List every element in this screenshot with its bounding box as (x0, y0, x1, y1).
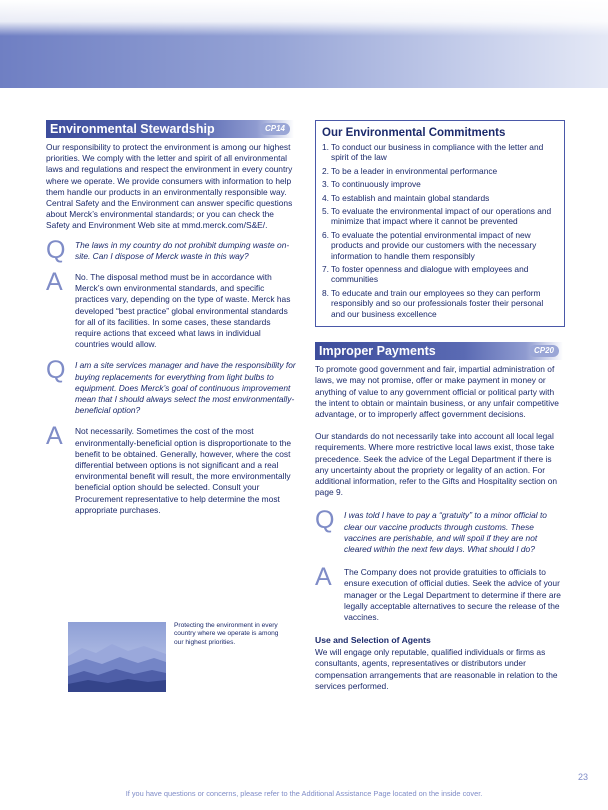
a-letter: A (315, 563, 332, 592)
commitment-text: To foster openness and dialogue with employees and communities (331, 264, 529, 285)
header-banner (0, 0, 608, 88)
payments-paragraph-2: Our standards do not necessarily take into account all local legal requirements. Where more restrictive local laws exist, those take precedence. Seek the advice of the Legal Department if there is any uncertainty about the propriety or legality of an action. For additional information, refer to the Gifts and Hospitality section on page 9. (315, 431, 558, 498)
commitment-item (322, 264, 558, 285)
commitments-title: Our Environmental Commitments (322, 127, 506, 139)
commitment-number: 5. (322, 206, 329, 217)
commitment-text: To evaluate the potential environmental impact of new products and provide our customers with the necessary information to handle them responsibly (331, 229, 537, 261)
commitment-number: 2. (322, 165, 329, 176)
q-letter: Q (46, 235, 66, 264)
commitment-text: To evaluate the environmental impact of our operations and minimize that impact where it cannot be prevented (331, 206, 552, 227)
commitment-item (322, 179, 558, 189)
commitment-text: To continuously improve (331, 179, 421, 190)
section-title: Improper Payments (319, 344, 436, 359)
question-block (46, 356, 296, 416)
commitment-number: 1. (322, 142, 329, 152)
mountain-landscape-image (68, 622, 166, 692)
commitment-text: To conduct our business in compliance with the letter and spirit of the law (331, 142, 544, 163)
question-block (315, 506, 565, 555)
commitment-number: 8. (322, 287, 329, 298)
commitment-item (322, 230, 558, 261)
commitment-item (322, 206, 558, 227)
intro-paragraph: Our responsibility to protect the environment is among our highest priorities. We comply with the letter and spirit of all environmental laws and regulations and respect the environment in every country where we operate. We provide consumers with information to help them handle our products in an environmentally responsible way. Central Safety and the Environment can answer specific questions about Merck’s environmental standards; or you can check the Safety and Environment Web site at mmd.merck.com/S&E/. (46, 142, 293, 231)
commitment-item (322, 142, 558, 163)
q-letter: Q (315, 506, 335, 535)
commitment-number: 4. (322, 192, 329, 203)
improper-payments-heading (315, 342, 563, 360)
commitment-item (322, 288, 558, 319)
question-text: I was told I have to pay a “gratuity” to a minor official to clear our vaccine products through customs. These vaccines are perishable, and will spoil if they are not cleared within the next few days. What should I do? (344, 510, 547, 554)
question-text: The laws in my country do not prohibit dumping waste on-site. Can I dispose of Merck waste in this way? (75, 239, 290, 261)
a-letter: A (46, 268, 63, 297)
section-badge: CP14 (260, 123, 290, 135)
answer-text: The Company does not provide gratuities to officials to ensure execution of official duties. Seek the advice of your manager or the Legal Department to determine if there are legally acceptable alternatives to secure the release of the vaccines. (344, 567, 561, 622)
agents-sub-heading: Use and Selection of Agents (315, 635, 431, 646)
commitment-item (322, 193, 558, 203)
commitment-text: To establish and maintain global standards (331, 192, 490, 203)
commitments-box (315, 120, 565, 327)
environmental-stewardship-heading (46, 120, 294, 138)
answer-block (315, 563, 565, 623)
commitment-item (322, 166, 558, 176)
a-letter: A (46, 422, 63, 451)
commitment-number: 3. (322, 179, 329, 190)
page-number: 23 (578, 772, 589, 782)
answer-text: Not necessarily. Sometimes the cost of the most environmentally-beneficial option is disproportionate to the benefit to be obtained. Generally, however, where the cost differential between options is not significant and a real environmental benefit will result, the more environmentally beneficial option should be selected. Consult your Procurement representative to help determine the most appropriate purchases. (75, 426, 292, 515)
commitment-text: To educate and train our employees so they can perform responsibly and so our professionals foster their personal and our business excellence (331, 287, 544, 319)
question-block (46, 235, 296, 264)
payments-paragraph-1: To promote good government and fair, impartial administration of laws, we may not promise, offer or make payment in money or anything of value to any government official or political party with the intent to obtain or maintain business, or any unfair competitive advantage, or to improperly affect government decisions. (315, 364, 559, 419)
answer-text: No. The disposal method must be in accordance with Merck’s own environmental standards, and specific practices vary, depending on the type of waste. Merck has developed “best practice” global environmental standards for all of its facilities. In some cases, these standards require actions that exceed what laws in individual countries would allow. (75, 272, 291, 350)
q-letter: Q (46, 356, 66, 385)
agents-paragraph: We will engage only reputable, qualified individuals or firms as consultants, agents, representatives or distributors under compensation arrangements that are reasonable in relation to the services performed. (315, 647, 558, 691)
answer-block (46, 268, 296, 350)
answer-block (46, 422, 296, 516)
section-title: Environmental Stewardship (50, 122, 215, 136)
commitment-number: 7. (322, 264, 329, 275)
left-column (46, 120, 296, 516)
photo-caption: Protecting the environment in every country where we operate is among our highest priorities. (174, 622, 279, 646)
mountain-landscape-photo (68, 622, 166, 692)
section-badge: CP20 (529, 345, 559, 357)
footer-note: If you have questions or concerns, please refer to the Additional Assistance Page located on the inside cover. (125, 789, 483, 798)
commitment-text: To be a leader in environmental performance (331, 165, 498, 176)
commitment-number: 6. (322, 229, 329, 240)
right-column (315, 120, 565, 692)
question-text: I am a site services manager and have the responsibility for buying replacements for everything from light bulbs to equipment. Does Merck’s goal of continuous improvement mean that I should always select the most environmentally-beneficial option? (75, 360, 296, 416)
